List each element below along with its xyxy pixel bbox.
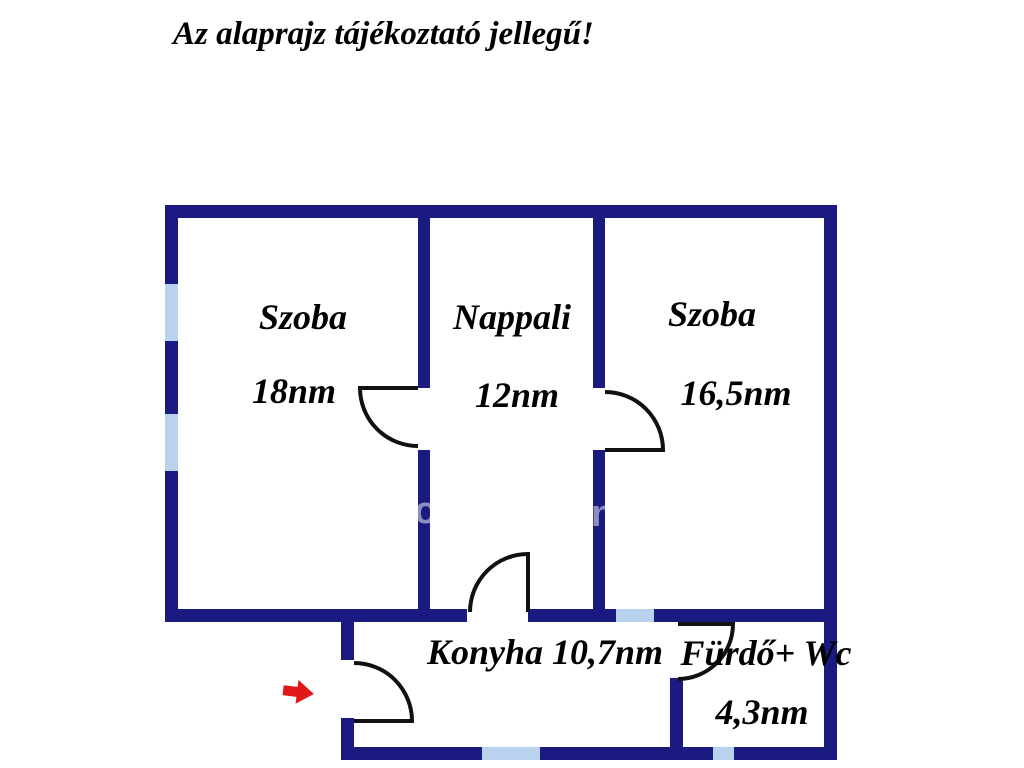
wall-top-exterior <box>165 205 837 218</box>
door-arc-szoba1-nappali <box>360 388 418 446</box>
window-konyha-bottom <box>482 747 540 760</box>
door-opening-entrance <box>341 660 354 718</box>
window-szoba2-bottom <box>616 609 654 622</box>
label-szoba1-name: Szoba <box>258 297 348 337</box>
floorplan-disclaimer-title: Az alaprajz tájékoztató jellegű! <box>173 16 594 52</box>
door-opening-konyha-nappali <box>467 609 528 622</box>
door-opening-nappali-szoba2 <box>593 388 605 450</box>
label-nappali-name: Nappali <box>452 297 572 337</box>
wall-konyha-furdo <box>670 678 683 760</box>
label-furdo-area: 4,3nm <box>715 692 809 732</box>
window-left-upper <box>165 284 178 341</box>
window-left-lower <box>165 414 178 471</box>
label-szoba2-area: 16,5nm <box>680 373 792 413</box>
label-szoba2-name: Szoba <box>667 294 757 334</box>
wall-bottom-exterior <box>341 747 837 760</box>
door-arc-nappali-szoba2 <box>605 392 663 450</box>
window-furdo-bottom <box>713 747 734 760</box>
door-arc-entrance <box>354 663 412 721</box>
wall-right-exterior <box>824 205 837 760</box>
watermark-fragment-1: o <box>414 490 438 532</box>
label-nappali-area: 12nm <box>474 375 560 415</box>
door-arc-nappali-konyha <box>470 554 528 612</box>
door-opening-szoba1-nappali <box>418 388 430 450</box>
label-konyha: Konyha 10,7nm <box>426 632 664 672</box>
label-szoba1-area: 18nm <box>251 371 337 411</box>
entrance-arrow-icon <box>282 678 316 706</box>
watermark-fragment-2: n <box>591 493 615 535</box>
label-furdo-name: Fürdő+ Wc <box>680 633 852 673</box>
